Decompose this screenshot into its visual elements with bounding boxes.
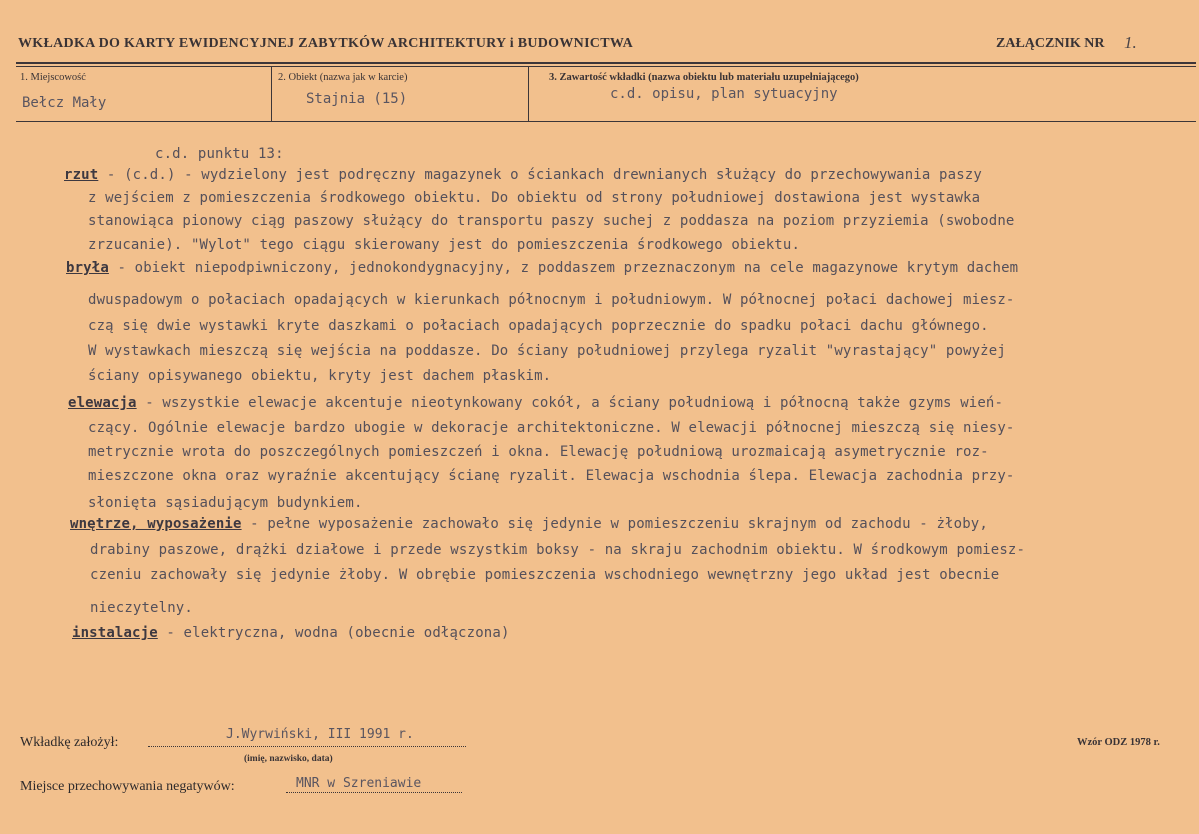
section-line: słonięta sąsiadującym budynkiem.	[88, 495, 363, 511]
header-divider-thin	[16, 66, 1196, 67]
field-separator	[271, 67, 272, 121]
section-keyword: wnętrze, wyposażenie	[70, 516, 242, 532]
author-label: Wkładkę założył:	[20, 735, 119, 750]
section-intro: c.d. punktu 13:	[155, 146, 284, 162]
object-label: 2. Obiekt (nazwa jak w karcie)	[278, 72, 408, 83]
author-dotted-line	[148, 746, 466, 747]
contents-label: 3. Zawartość wkładki (nazwa obiektu lub materiału uzupełniającego)	[549, 72, 859, 83]
section-line: nieczytelny.	[90, 600, 193, 616]
form-reference: Wzór ODZ 1978 r.	[1077, 737, 1160, 748]
section-line: instalacje - elektryczna, wodna (obecnie odłączona)	[72, 625, 510, 641]
section-line: drabiny paszowe, drążki działowe i przede wszystkim boksy - na skraju zachodnim obiektu. W środkowym pomiesz-	[90, 542, 1026, 558]
section-line: rzut - (c.d.) - wydzielony jest podręczny magazynek o ściankach drewnianych służący do przechowywania paszy	[64, 167, 982, 183]
section-keyword: instalacje	[72, 625, 158, 641]
section-line: czą się dwie wystawki kryte daszkami o połaciach opadających poprzecznie do spadku połaci dachu głównego.	[88, 318, 989, 334]
section-line: dwuspadowym o połaciach opadających w kierunkach północnym i południowym. W północnej połaci dachowej miesz-	[88, 292, 1015, 308]
header-divider	[16, 62, 1196, 64]
section-line: zrzucanie). "Wylot" tego ciągu skierowany jest do pomieszczenia środkowego obiektu.	[88, 237, 801, 253]
negatives-value: MNR w Szreniawie	[296, 776, 422, 791]
section-line: ściany opisywanego obiektu, kryty jest dachem płaskim.	[88, 368, 552, 384]
object-value: Stajnia (15)	[306, 91, 408, 107]
section-line: bryła - obiekt niepodpiwniczony, jednokondygnacyjny, z poddaszem przeznaczonym na cele magazynowe krytym dachem	[66, 260, 1019, 276]
negatives-dotted-line	[286, 792, 462, 793]
author-value: J.Wyrwiński, III 1991 r.	[226, 727, 414, 742]
card-title: WKŁADKA DO KARTY EWIDENCYJNEJ ZABYTKÓW ARCHITEKTURY i BUDOWNICTWA	[18, 36, 634, 51]
section-line: czący. Ogólnie elewacje bardzo ubogie w dekoracje architektoniczne. W elewacji północnej mieszczą się niesy-	[88, 420, 1015, 436]
section-line: z wejściem z pomieszczenia środkowego obiektu. Do obiektu od strony południowej dostawiona jest wystawka	[88, 190, 981, 206]
section-keyword: rzut	[64, 167, 99, 183]
annex-number: 1.	[1124, 33, 1137, 52]
section-line: czeniu zachowały się jedynie żłoby. W obrębie pomieszczenia wschodniego wewnętrzny jego układ jest obecnie	[90, 567, 1000, 583]
field-separator	[528, 67, 529, 121]
contents-value: c.d. opisu, plan sytuacyjny	[610, 86, 838, 102]
fields-divider	[16, 121, 1196, 122]
annex-label: ZAŁĄCZNIK NR	[996, 36, 1105, 51]
section-keyword: bryła	[66, 260, 109, 276]
section-line: wnętrze, wyposażenie - pełne wyposażenie zachowało się jedynie w pomieszczeniu skrajnym od zachodu - żłoby,	[70, 516, 988, 532]
locality-label: 1. Miejscowość	[20, 72, 86, 83]
negatives-label: Miejsce przechowywania negatywów:	[20, 779, 235, 794]
section-line: elewacja - wszystkie elewacje akcentuje nieotynkowany cokół, a ściany południową i północną także gzyms wień-	[68, 395, 1004, 411]
section-line: mieszczone okna oraz wyraźnie akcentujący ścianę ryzalit. Elewacja wschodnia ślepa. Elewacja zachodnia przy-	[88, 468, 1015, 484]
section-line: W wystawkach mieszczą się wejścia na poddasze. Do ściany południowej przylega ryzalit "wyrastający" powyżej	[88, 343, 1006, 359]
locality-value: Bełcz Mały	[22, 95, 107, 111]
section-keyword: elewacja	[68, 395, 137, 411]
section-line: stanowiąca pionowy ciąg paszowy służący do transportu paszy suchej z poddasza na poziom przyziemia (swobodne	[88, 213, 1015, 229]
section-line: metrycznie wrota do poszczególnych pomieszczeń i okna. Elewację południową urozmaicają asymetrycznie roz-	[88, 444, 989, 460]
author-hint: (imię, nazwisko, data)	[244, 754, 333, 764]
